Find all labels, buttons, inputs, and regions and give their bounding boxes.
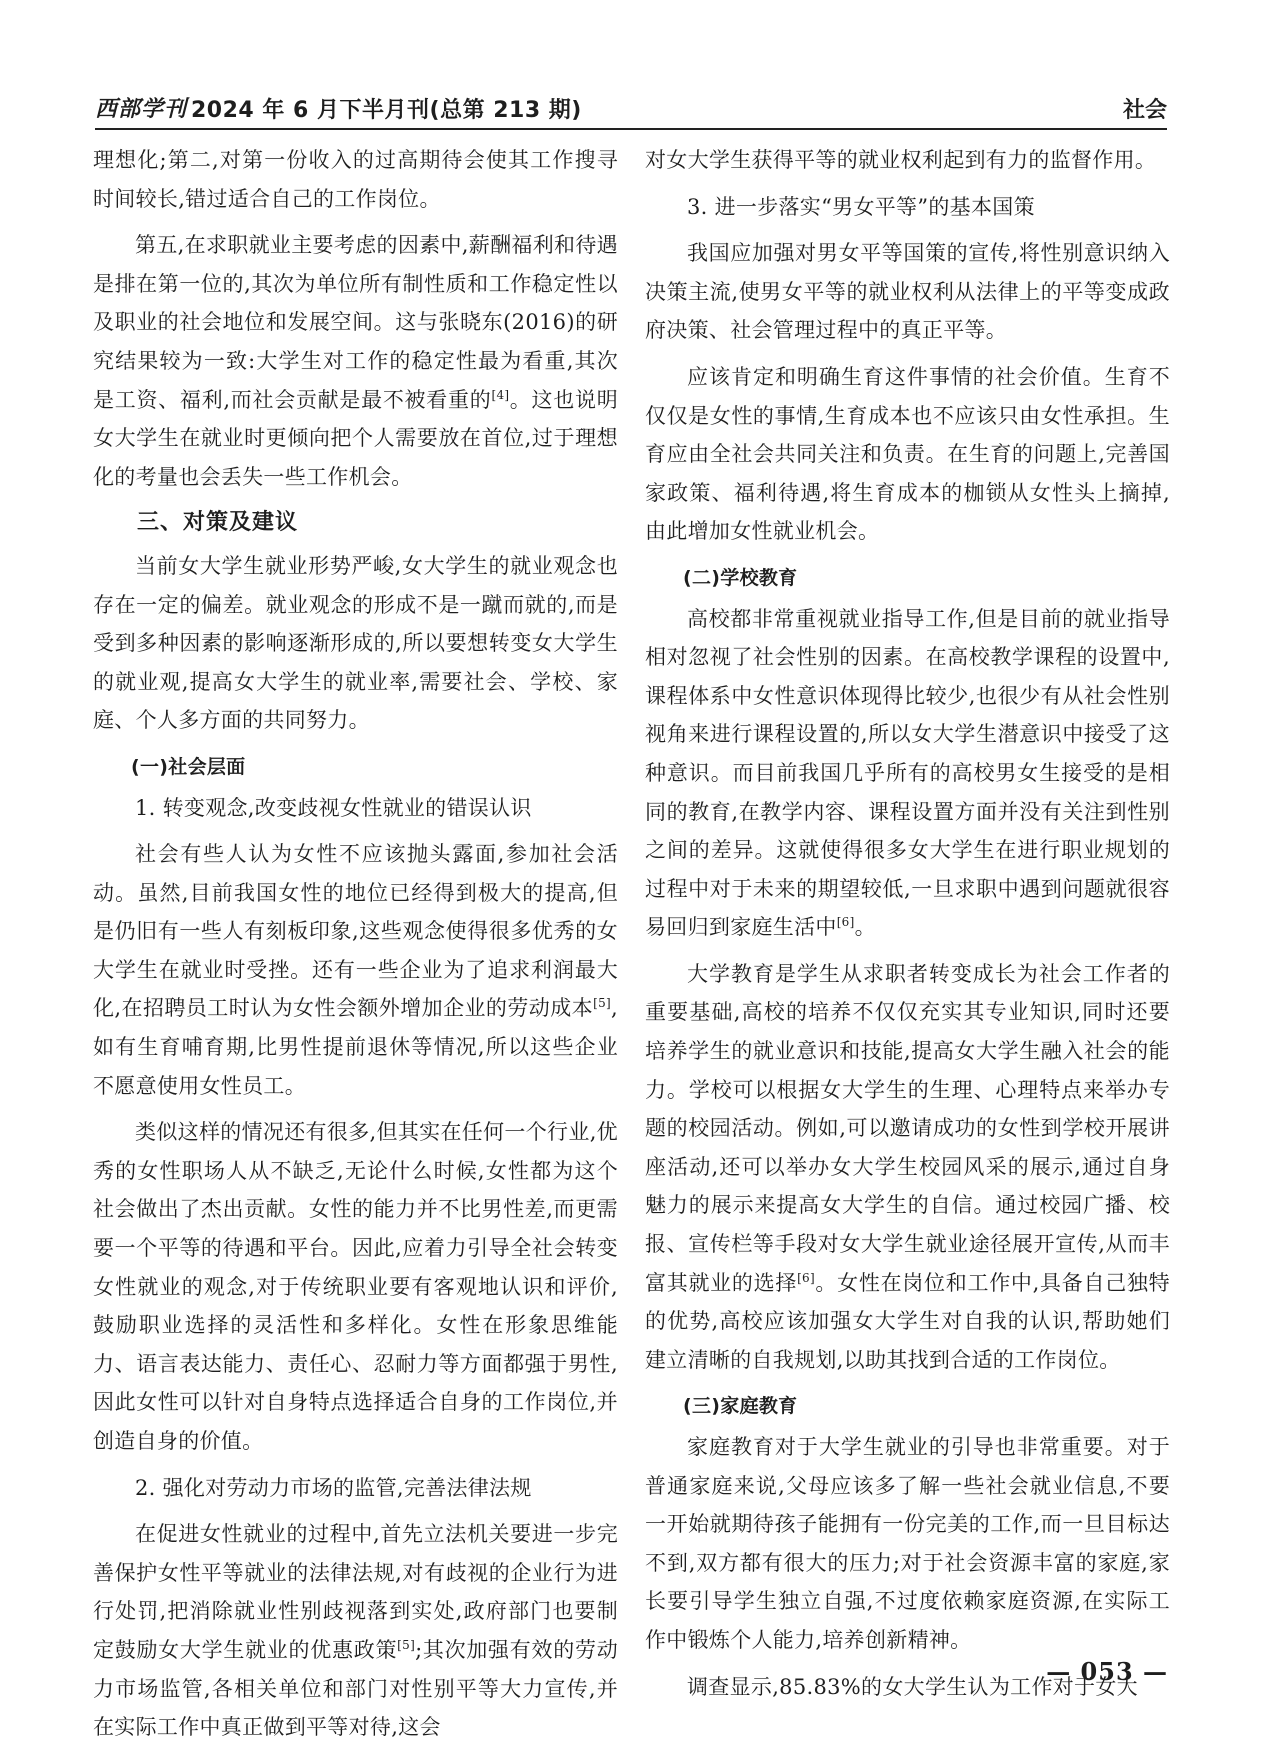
paragraph: 家庭教育对于大学生就业的引导也非常重要。对于普通家庭来说,父母应该多了解一些社会就业信息,不要一开始就期待孩子能拥有一份完美的工作,而一旦目标达不到,双方都有很大的压力;对于社会资源丰富的家庭,家长要引导学生独立自强,不过度依赖家庭资源,在实际工作中锻炼个人能力,培养创新精神。 (645, 1435, 1170, 1652)
paragraph: 社会有些人认为女性不应该抛头露面,参加社会活动。虽然,目前我国女性的地位已经得到极大的提高,但是仍旧有一些人有刻板印象,这些观念使得很多优秀的女大学生在就业时受挫。还有一些企业为了追求利润最大化,在招聘员工时认为女性会额外增加企业的劳动成本[5],如有生育哺育期,比男性提前退休等情况,所以这些企业不愿意使用女性员工。 (93, 842, 618, 1098)
subsection-heading: (三)家庭教育 (683, 1395, 798, 1418)
journal-issue: 2024 年 6 月下半月刊(总第 213 期) (191, 98, 582, 123)
item-heading: 1. 转变观念,改变歧视女性就业的错误认识 (135, 795, 532, 820)
paragraph: 类似这样的情况还有很多,但其实在任何一个行业,优秀的女性职场人从不缺乏,无论什么时候,女性都为这个社会做出了杰出贡献。女性的能力并不比男性差,而更需要一个平等的待遇和平台。因此,应着力引导全社会转变女性就业的观念,对于传统职业要有客观地认识和评价,鼓励职业选择的灵活性和多样化。女性在形象思维能力、语言表达能力、责任心、忍耐力等方面都强于男性,因此女性可以针对自身特点选择适合自身的工作岗位,并创造自身的价值。 (93, 1120, 618, 1453)
paragraph: 当前女大学生就业形势严峻,女大学生的就业观念也存在一定的偏差。就业观念的形成不是一蹴而就的,而是受到多种因素的影响逐渐形成的,所以要想转变女大学生的就业观,提高女大学生的就业率,需要社会、学校、家庭、个人多方面的共同努力。 (93, 553, 618, 733)
header-rule (95, 128, 1167, 130)
citation: [5] (593, 996, 612, 1011)
paragraph: 大学教育是学生从求职者转变成长为社会工作者的重要基础,高校的培养不仅仅充实其专业知识,同时还要培养学生的就业意识和技能,提高女大学生融入社会的能力。学校可以根据女大学生的生理、心理特点来举办专题的校园活动。例如,可以邀请成功的女性到学校开展讲座活动,还可以举办女大学生校园风采的展示,通过自身魅力的展示来提高女大学生的自信。通过校园广播、校报、宣传栏等手段对女大学生就业途径展开宣传,从而丰富其就业的选择[6]。女性在岗位和工作中,具备自己独特的优势,高校应该加强女大学生对自我的认识,帮助她们建立清晰的自我规划,以助其找到合适的工作岗位。 (645, 961, 1170, 1372)
paragraph: 我国应加强对男女平等国策的宣传,将性别意识纳入决策主流,使男女平等的就业权利从法律上的平等变成政府决策、社会管理过程中的真正平等。 (645, 241, 1170, 343)
citation: [6] (797, 1270, 815, 1285)
subsection-heading: (二)学校教育 (683, 566, 798, 589)
paragraph: 应该肯定和明确生育这件事情的社会价值。生育不仅仅是女性的事情,生育成本也不应该只由女性承担。生育应由全社会共同关注和负责。在生育的问题上,完善国家政策、福利待遇,将生育成本的枷锁从女性头上摘掉,由此增加女性就业机会。 (645, 364, 1170, 544)
paragraph: 在促进女性就业的过程中,首先立法机关要进一步完善保护女性平等就业的法律法规,对有歧视的企业行为进行处罚,把消除就业性别歧视落到实处,政府部门也要制定鼓励女大学生就业的优惠政策[5];其次加强有效的劳动力市场监管,各相关单位和部门对性别平等大力宣传,并在实际工作中真正做到平等对待,这会 (93, 1522, 618, 1740)
paragraph: 调查显示,85.83%的女大学生认为工作对于女大 (687, 1674, 1138, 1699)
page-number: — 053 — (1046, 1657, 1168, 1686)
item-heading: 2. 强化对劳动力市场的监管,完善法律法规 (135, 1475, 532, 1500)
left-column (93, 141, 618, 1755)
citation: [5] (397, 1637, 416, 1652)
paragraph: 第五,在求职就业主要考虑的因素中,薪酬福利和待遇是排在第一位的,其次为单位所有制性质和工作稳定性以及职业的社会地位和发展空间。这与张晓东(2016)的研究结果较为一致:大学生对工作的稳定性最为看重,其次是工资、福利,而社会贡献是最不被看重的[4]。这也说明女大学生在就业时更倾向把个人需要放在首位,过于理想化的考量也会丢失一些工作机会。 (93, 233, 619, 489)
section-heading: 三、对策及建议 (137, 510, 299, 536)
item-heading: 3. 进一步落实“男女平等”的基本国策 (687, 194, 1035, 219)
paragraph: 理想化;第二,对第一份收入的过高期待会使其工作搜寻时间较长,错过适合自己的工作岗位。 (93, 148, 618, 211)
running-header (95, 92, 1167, 126)
citation: [6] (836, 915, 855, 930)
right-column (645, 141, 1170, 1714)
journal-logo: 西部学刊 (95, 96, 188, 122)
section-name: 社会 (1122, 98, 1167, 123)
paragraph: 对女大学生获得平等的就业权利起到有力的监督作用。 (645, 148, 1157, 172)
paragraph: 高校都非常重视就业指导工作,但是目前的就业指导相对忽视了社会性别的因素。在高校教学课程的设置中,课程体系中女性意识体现得比较少,也很少有从社会性别视角来进行课程设置的,所以女大学生潜意识中接受了这种意识。而目前我国几乎所有的高校男女生接受的是相同的教育,在教学内容、课程设置方面并没有关注到性别之间的差异。这就使得很多女大学生在进行职业规划的过程中对于未来的期望较低,一旦求职中遇到问题就很容易回归到家庭生活中[6]。 (645, 606, 1170, 940)
citation: [4] (491, 387, 510, 402)
subsection-heading: (一)社会层面 (131, 755, 246, 778)
